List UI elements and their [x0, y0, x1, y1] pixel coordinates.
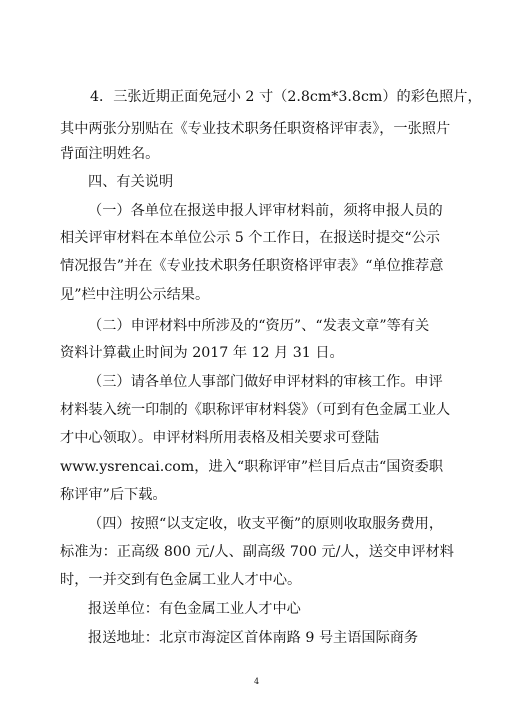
text-line: 相关评审材料在本单位公示 5 个工作日，在报送时提交“公示 — [60, 230, 440, 246]
text-line: 背面注明姓名。 — [60, 146, 160, 162]
text-line: 4．三张近期正面免冠小 2 寸（2.8cm*3.8cm）的彩色照片， — [90, 89, 482, 105]
text-line: 标准为：正高级 800 元/人、副高级 700 元/人，送交申评材料 — [60, 544, 454, 560]
text-line: 时，一并交到有色金属工业人才中心。 — [60, 572, 302, 588]
text-line: 才中心领取）。申评材料所用表格及相关要求可登陆 — [60, 430, 380, 446]
text-line: 称评审”后下载。 — [60, 487, 167, 503]
section-heading: 四、有关说明 — [88, 174, 174, 190]
text-line: 见”栏中注明公示结果。 — [60, 287, 210, 303]
submission-unit: 报送单位：有色金属工业人才中心 — [88, 601, 301, 617]
text-line: 情况报告”并在《专业技术职务任职资格评审表》“单位推荐意 — [60, 258, 444, 274]
text-line: （四）按照“以支定收，收支平衡”的原则收取服务费用， — [88, 516, 444, 532]
page-number: 4 — [253, 677, 260, 686]
text-line: （一）各单位在报送申报人评审材料前，须将申报人员的 — [88, 203, 443, 219]
text-line: 资料计算截止时间为 2017 年 12 月 31 日。 — [60, 345, 344, 361]
text-line: 其中两张分别贴在《专业技术职务任职资格评审表》，一张照片 — [60, 121, 451, 137]
text-line: www.ysrencai.com，进入“职称评审”栏目后点击“国资委职 — [60, 459, 444, 475]
submission-address: 报送地址：北京市海淀区首体南路 9 号主语国际商务 — [88, 630, 419, 646]
text-line: （三）请各单位人事部门做好申评材料的审核工作。申评 — [88, 374, 443, 390]
text-line: （二）申评材料中所涉及的“资历”、“发表文章”等有关 — [88, 318, 430, 334]
text-line: 材料装入统一印制的《职称评审材料袋》（可到有色金属工业人 — [60, 402, 451, 418]
